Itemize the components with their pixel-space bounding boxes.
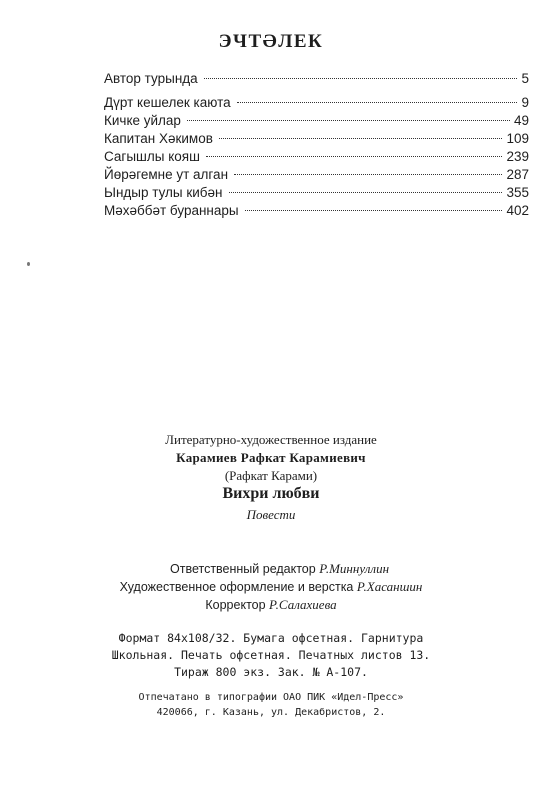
dot-leader [245, 210, 503, 211]
dot-leader [219, 138, 503, 139]
toc-entry-title: Мәхәббәт бураннары [104, 203, 239, 218]
dot-leader [234, 174, 502, 175]
book-title: Вихри любви [222, 485, 320, 502]
dot-leader [229, 192, 503, 193]
dot-leader [187, 120, 510, 121]
editor-name: Р.Миннуллин [319, 561, 390, 576]
design-credit [0, 579, 542, 595]
proofreader-credit [0, 597, 542, 613]
toc-entry [104, 202, 529, 220]
toc-entry-page: 109 [506, 131, 529, 146]
printer-line: Отпечатано в типографии ОАО ПИК «Идел-Пресс» [138, 692, 404, 703]
toc-entry [104, 112, 529, 130]
edition-type: Литературно-художественное издание [165, 432, 377, 447]
toc-entry [104, 70, 529, 88]
author-pen-name: (Рафкат Карами) [224, 468, 318, 483]
toc-entry [104, 94, 529, 112]
toc-entry-page: 9 [521, 95, 529, 110]
toc-entry-title: Дүрт кешелек каюта [104, 95, 231, 110]
dot-leader [237, 102, 518, 103]
printer-address: 420066, г. Казань, ул. Декабристов, 2. [156, 707, 386, 718]
toc-entry-page: 5 [521, 71, 529, 86]
toc-entry-page: 239 [506, 149, 529, 164]
dot-leader [204, 78, 518, 79]
editor-credit [170, 561, 389, 577]
toc-entry-title: Кичке уйлар [104, 113, 181, 128]
toc-entry [104, 184, 529, 202]
proofreader-name: Р.Салахиева [269, 597, 337, 612]
toc-entry [104, 166, 529, 184]
dot-leader [206, 156, 503, 157]
contents-heading: ЭЧТӘЛЕК [218, 31, 324, 52]
toc-entry-title: Капитан Хәкимов [104, 131, 213, 146]
genre: Повести [246, 507, 296, 522]
scan-speck [27, 262, 30, 266]
toc-entry-title: Йөрәгемне ут алган [104, 167, 229, 182]
author-full-name: Карамиев Рафкат Карамиевич [176, 450, 366, 465]
toc-entry-title: Автор турында [104, 71, 198, 86]
spec-line: Формат 84х108/32. Бумага офсетная. Гарнитура [118, 631, 424, 645]
toc-entry-title: Сагышлы кояш [104, 149, 200, 164]
toc-entry-page: 49 [513, 113, 529, 128]
toc-entry-page: 355 [506, 185, 529, 200]
toc-entry-page: 402 [506, 203, 529, 218]
spec-line: Школьная. Печать офсетная. Печатных листов 13. [111, 648, 431, 662]
toc-entry [104, 130, 529, 148]
toc-entry-title: Ындыр тулы кибән [104, 185, 223, 200]
spec-line: Тираж 800 экз. Зак. № А-107. [174, 665, 368, 679]
editor-label: Ответственный редактор [170, 562, 316, 576]
design-label: Художественное оформление и верстка [119, 580, 354, 594]
toc-entry-page: 287 [506, 167, 529, 182]
proofreader-label: Корректор [205, 598, 266, 612]
toc-entry [104, 148, 529, 166]
design-name: Р.Хасаншин [356, 579, 423, 594]
